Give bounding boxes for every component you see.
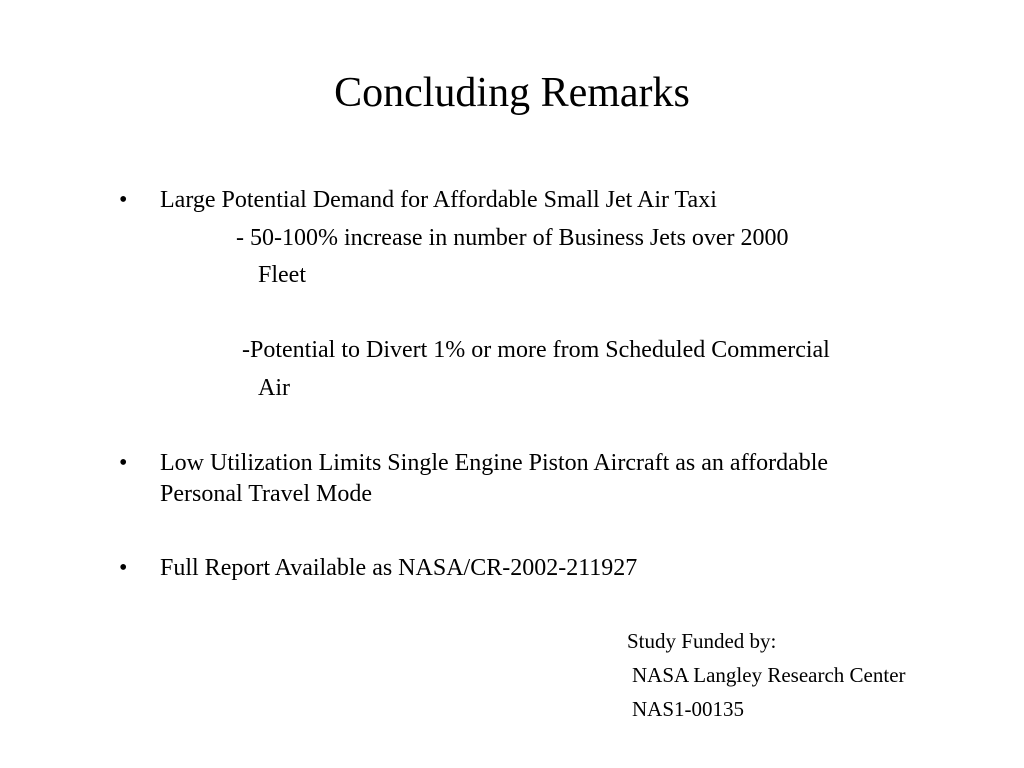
funding-label: Study Funded by: (627, 629, 777, 653)
sub-item-2-line1: -Potential to Divert 1% or more from Scheduled Commercial (242, 337, 830, 363)
bullet-3-text: Full Report Available as NASA/CR-2002-211927 (160, 555, 638, 581)
funding-contract: NAS1-00135 (632, 697, 745, 721)
bullet-icon: • (119, 555, 128, 581)
slide-title: Concluding Remarks (334, 70, 690, 116)
bullet-icon: • (119, 450, 128, 476)
bullet-1-text: Large Potential Demand for Affordable Small Jet Air Taxi (160, 187, 717, 213)
bullet-2-line2: Personal Travel Mode (160, 481, 372, 507)
sub-item-1-line1: - 50-100% increase in number of Business Jets over 2000 (236, 225, 789, 251)
funding-organization: NASA Langley Research Center (632, 663, 906, 687)
sub-item-2-line2: Air (258, 375, 290, 401)
bullet-icon: • (119, 187, 128, 213)
sub-item-1-line2: Fleet (258, 262, 306, 288)
bullet-2-line1: Low Utilization Limits Single Engine Piston Aircraft as an affordable (160, 450, 829, 476)
